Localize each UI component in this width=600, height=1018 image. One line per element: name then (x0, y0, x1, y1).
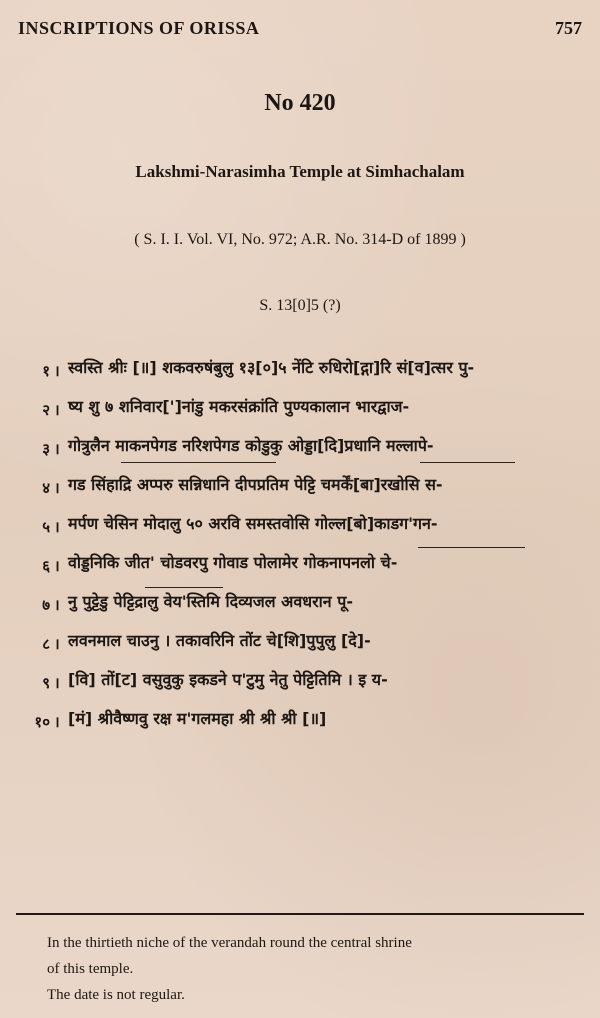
line-separator: । (54, 635, 60, 653)
line-separator: । (54, 440, 60, 458)
underline-mark (418, 547, 525, 548)
line-text: लवनमाल चाउनु । तकावरिनि तोंट चे[शि]पुपुलु [दे]- (68, 631, 371, 650)
footnote-divider (16, 913, 584, 915)
inscription-line (26, 436, 576, 475)
underline-mark (145, 587, 223, 588)
reference-line: ( S. I. I. Vol. VI, No. 972; A.R. No. 314-D of 1899 ) (134, 231, 466, 248)
line-text: [वि] तों[ट] वसुवुकु इकडने प'टुमु नेतु पेट्टितिमि । इ य- (68, 670, 388, 689)
line-text: मर्पण चेसिन मोदालु ५० अरवि समस्तवोसि गोल्ल[बो]काडग'गन- (68, 514, 438, 533)
page-number: 757 (555, 18, 582, 38)
inscription-line (26, 631, 576, 670)
running-title: INSCRIPTIONS OF ORISSA (18, 18, 260, 38)
footnote-line: In the thirtieth niche of the verandah round the central shrine (47, 935, 412, 951)
date-line: S. 13[0]5 (?) (259, 297, 341, 314)
line-number: ९ (42, 674, 50, 692)
line-separator: । (54, 557, 60, 575)
inscription-line (26, 475, 576, 514)
underline-mark (420, 462, 515, 463)
line-separator: । (54, 596, 60, 614)
line-text: नु पुट्टेडु पेट्टिद्रालु वेय'स्तिमि दिव्यजल अवधरान पू- (68, 592, 353, 611)
inscription-number: No 420 (264, 90, 336, 116)
temple-title: Lakshmi-Narasimha Temple at Simhachalam (135, 162, 465, 181)
line-separator: । (54, 362, 60, 380)
footnotes (47, 930, 587, 1008)
line-text: गड सिंहाद्रि अप्परु सन्निधानि दीपप्रतिम पेट्टि चमर्कें[बा]रखोसि स- (68, 475, 443, 494)
line-number: २ (42, 401, 50, 419)
underline-mark (121, 462, 276, 463)
inscription-line (26, 358, 576, 397)
line-number: १ (42, 362, 50, 380)
line-number: ६ (42, 557, 50, 575)
line-number: ५ (42, 518, 50, 536)
line-separator: । (54, 518, 60, 536)
line-text: ष्य शु ७ शनिवार[']नांडु मकरसंक्रांति पुण्यकालान भारद्वाज- (68, 397, 410, 416)
line-separator: । (54, 713, 60, 731)
inscription-line (26, 592, 576, 631)
inscription-text (26, 358, 576, 748)
inscription-line (26, 397, 576, 436)
line-number: १० (34, 713, 50, 731)
line-text: गोत्रुलैन माकनपेगड नरिशपेगड कोडुकु ओड्डा[दि]प्रधानि मल्लापे- (68, 436, 434, 455)
line-number: ३ (42, 440, 50, 458)
footnote-line: of this temple. (47, 961, 134, 977)
line-text: वोड्डनिकि जीत' चोडवरपु गोवाड पोलामेर गोकनापनलो चे- (68, 553, 398, 572)
footnote-line: The date is not regular. (47, 987, 185, 1003)
inscription-line (26, 709, 576, 748)
line-text: स्वस्ति श्रीः [॥] शकवरुषंबुलु १३[०]५ नेंटि रुधिरो[द्गा]रि सं[व]त्सर पु- (68, 358, 475, 377)
inscription-line (26, 553, 576, 592)
page-header (18, 18, 582, 42)
line-separator: । (54, 674, 60, 692)
line-number: ४ (42, 479, 50, 497)
inscription-line (26, 670, 576, 709)
line-number: ७ (42, 596, 50, 614)
line-separator: । (54, 401, 60, 419)
line-number: ८ (42, 635, 50, 653)
line-separator: । (54, 479, 60, 497)
line-text: [मं] श्रीवैष्णवु रक्ष म'गलमहा श्री श्री श्री [॥] (68, 709, 327, 728)
